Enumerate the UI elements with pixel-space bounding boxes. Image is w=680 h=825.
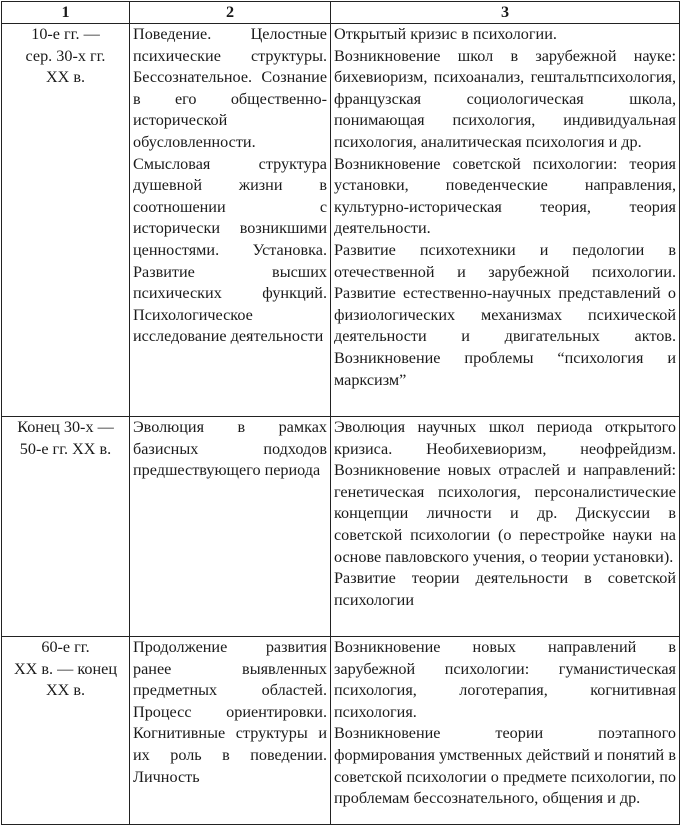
event-paragraph: Возникновение советской психологии: теория установки, поведенческие направления, культурно-историческая теория, теория деятельности.: [334, 154, 676, 238]
topics-cell: Продолжение развития ранее выявленных предметных областей. Процесс ориентировки. Когнитивные структуры и их роль в поведении. Личность: [130, 637, 331, 825]
column-header-3: 3: [331, 2, 680, 24]
events-cell: [331, 637, 680, 825]
header-row: [2, 2, 680, 24]
table-row: [2, 417, 680, 637]
period-line: сер. 30-х гг.: [25, 46, 106, 65]
period-line: XX в.: [45, 68, 86, 87]
topics-cell: Поведение. Целостные психические структуры. Бессознательное. Сознание в его общественно-исторической обусловленности. Смысловая структура душевной жизни в соотношении с исторически возникшими ценностями. Установка. Развитие высших психических функций. Психологическое исследование деятельности: [130, 24, 331, 417]
event-paragraph: Открытый кризис в психологии.: [334, 25, 557, 43]
event-paragraph: Эволюция научных школ периода открытого кризиса. Необихевиоризм, неофрейдизм. Возникновение новых отраслей и направлений: генетическая психология, персоналистические концепции личности и др. Дискуссии в советской психологии (о перестройке науки на основе павловского учения, о теории установки).: [334, 418, 676, 566]
event-paragraph: Возникновение школ в зарубежной науке: бихевиоризм, психоанализ, гештальтпсихология, французская социологическая школа, понимающая психология, индивидуальная психология, аналитическая психология и др.: [334, 46, 676, 151]
table-row: [2, 24, 680, 417]
event-paragraph: Возникновение теории поэтапного формирования умственных действий и понятий в советской психологии о предмете психологии, по проблемам бессознательного, общения и др.: [334, 724, 676, 808]
period-cell: [2, 637, 130, 825]
event-paragraph: Возникновение новых направлений в зарубежной психологии: гуманистическая психология, логотерапия, когнитивная психология.: [334, 638, 676, 721]
column-header-1: 1: [2, 2, 130, 24]
events-cell: [331, 417, 680, 637]
topics-cell: Эволюция в рамках базисных подходов предшествующего периода: [130, 417, 331, 637]
period-line: Конец 30-х —: [17, 418, 114, 436]
periodization-table: [1, 1, 680, 825]
period-line: XX в.: [45, 681, 86, 700]
period-cell: [2, 417, 130, 637]
period-line: 60-е гг.: [41, 638, 90, 656]
event-paragraph: Развитие психотехники и педологии в отечественной и зарубежной психологии. Развитие естественно-научных представлений о физиологических механизмах психической деятельности и двигательных актов. Возникновение проблемы “психология и марксизм”: [334, 240, 676, 389]
event-paragraph: Развитие теории деятельности в советской психологии: [334, 569, 676, 609]
period-cell: [2, 24, 130, 417]
period-line: 10-е гг. —: [31, 25, 100, 43]
events-cell: [331, 24, 680, 417]
period-line: XX в. — конец: [13, 659, 118, 678]
period-line: 50-е гг. XX в.: [19, 439, 112, 458]
column-header-2: 2: [130, 2, 331, 24]
table-row: [2, 637, 680, 825]
